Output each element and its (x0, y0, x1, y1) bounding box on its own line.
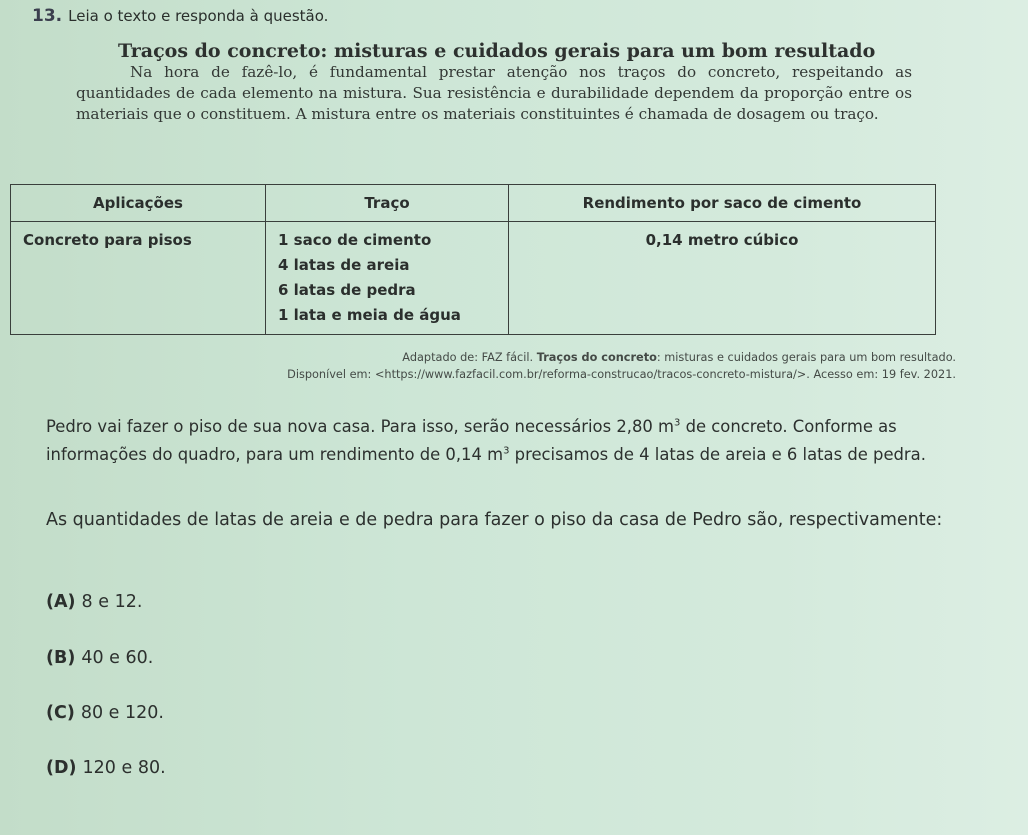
option-b[interactable]: (B) 40 e 60. (46, 648, 154, 668)
question-header (32, 6, 328, 26)
volume-needed: 2,80 m (616, 417, 674, 436)
table-header-row (11, 185, 936, 222)
option-c[interactable]: (C) 80 e 120. (46, 703, 164, 723)
question-number: 13. (32, 6, 63, 26)
text-title: Traços do concreto: misturas e cuidados gerais para um bom resultado (118, 40, 876, 62)
option-d[interactable]: (D) 120 e 80. (46, 758, 166, 778)
cell-trace (266, 222, 509, 335)
header-trace: Traço (266, 185, 509, 222)
cell-application: Concreto para pisos (11, 222, 266, 335)
instruction-text: Leia o texto e responda à questão. (68, 7, 329, 25)
question-prompt: As quantidades de latas de areia e de pedra para fazer o piso da casa de Pedro são, respectivamente: (46, 510, 943, 530)
volume-yield: 0,14 m (445, 445, 504, 464)
table-row (11, 222, 936, 335)
header-applications: Aplicações (11, 185, 266, 222)
trace-sand: 4 latas de areia (278, 256, 410, 274)
source-title: Traços do concreto (536, 351, 657, 364)
cell-yield: 0,14 metro cúbico (509, 222, 936, 335)
source-url-line: Disponível em: <https://www.fazfacil.com.br/reforma-construcao/tracos-concreto-mistura/>. Acesso em: 19 fev. 2021. (287, 368, 956, 381)
trace-cement: 1 saco de cimento (278, 231, 432, 249)
option-a[interactable]: (A) 8 e 12. (46, 592, 143, 612)
concrete-table (10, 184, 936, 335)
intro-paragraph: Na hora de fazê-lo, é fundamental prestar atenção nos traços do concreto, respeitando as quantidades de cada elemento na mistura. Sua resistência e durabilidade dependem da proporção entre os materiais que o constituem. A mistura entre os materiais constituintes é chamada de dosagem ou traço. (76, 63, 912, 123)
problem-statement: Pedro vai fazer o piso de sua nova casa. Para isso, serão necessários 2,80 $m^3$ de concreto. Conforme as informações do quadro, para um rendimento de 0,14 $m^3$ precisamos de 4 latas de areia e 6 latas de pedra. (46, 417, 926, 464)
header-yield: Rendimento por saco de cimento (509, 185, 936, 222)
trace-water: 1 lata e meia de água (278, 306, 461, 324)
source-citation: Adaptado de: FAZ fácil. Traços do concreto: misturas e cuidados gerais para um bom resultado. Disponível em: <https://www.fazfacil.com.br/reforma-construcao/tracos-concreto-mistura/>. Acesso em: 19 fev. 2021. (287, 351, 956, 381)
trace-stone: 6 latas de pedra (278, 281, 416, 299)
